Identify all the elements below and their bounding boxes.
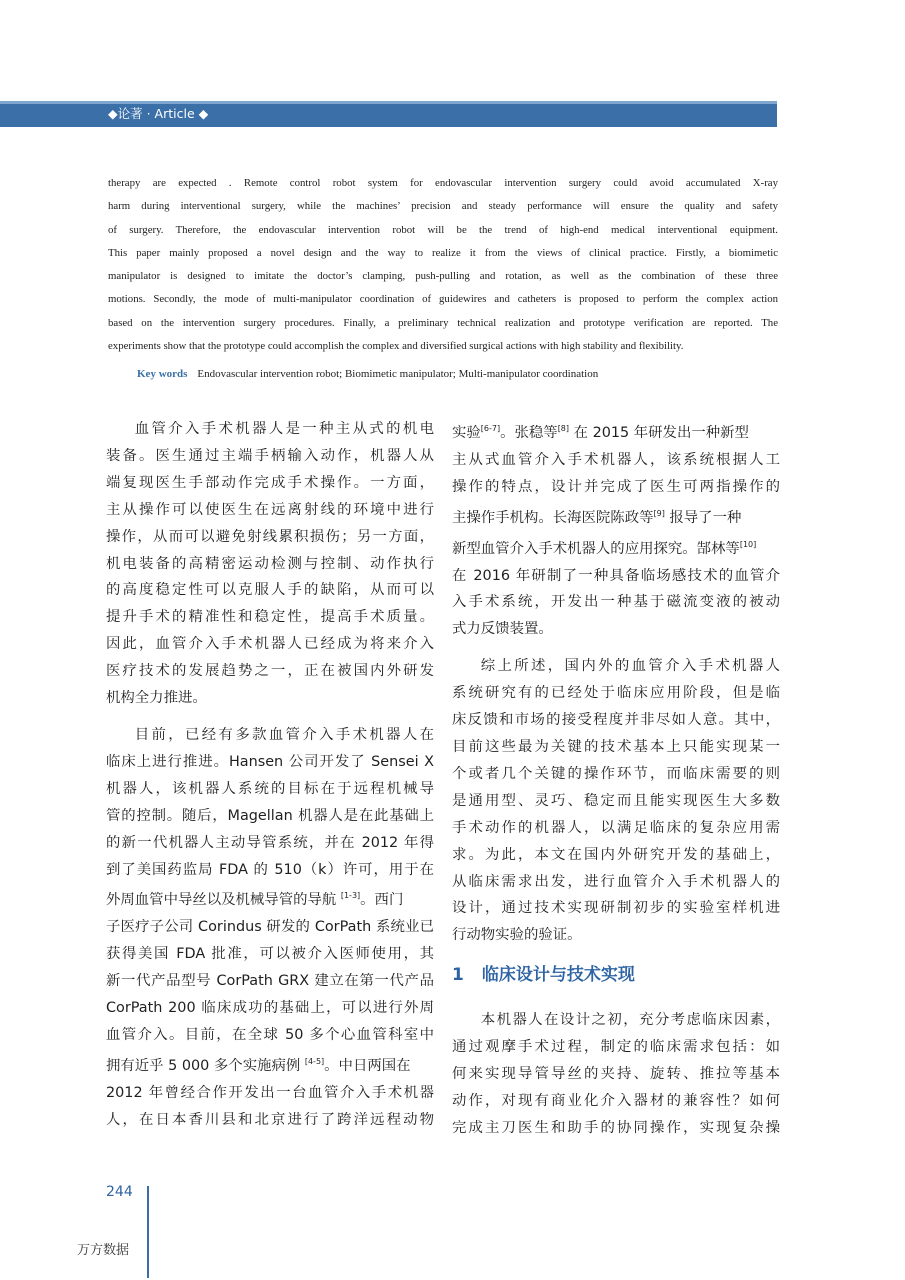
paragraph-line: 临床上进行推进。Hansen 公司开发了 Sensei X — [106, 753, 434, 770]
paragraph-line: 操作，从而可以避免射线累积损伤；另一方面， — [106, 528, 434, 545]
paragraph-line: 机器人，该机器人系统的目标在于远程机械导 — [106, 780, 434, 797]
paragraph-line: 通过观摩手术过程，制定的临床需求包括：如 — [452, 1039, 780, 1056]
keywords-text: Endovascular intervention robot; Biomimetic manipulator; Multi-manipulator coordination — [197, 368, 599, 380]
citation[interactable]: [10] — [739, 539, 757, 549]
abstract-line: This paper mainly proposed a novel design and the way to realize it from the views of clinical practice. Firstly, a biomimetic — [108, 246, 778, 259]
abstract-line: harm during interventional surgery, while the machines’ precision and steady performance will ensure the quality and safety — [108, 200, 778, 213]
text-run: 外周血管中导丝以及机械导管的导航 — [106, 892, 337, 909]
text-run: 。西门 — [360, 892, 404, 909]
text-run: 。张稳等 — [500, 425, 558, 441]
footer-divider — [147, 1186, 149, 1278]
paragraph-line: 设计，通过技术实现研制初步的实验室样机进 — [452, 900, 780, 917]
paragraph-line: 行动物实验的验证。 — [452, 927, 582, 944]
abstract-line: of surgery. Therefore, the endovascular intervention robot will be the trend of high-end medical interventional equipment. — [108, 223, 778, 236]
abstract-line: manipulator is designed to imitate the doctor’s clamping, push-pulling and rotation, as well as the combination of these three — [108, 270, 778, 283]
keywords — [137, 365, 598, 383]
paragraph-line: 装备。医生通过主端手柄输入动作，机器人从 — [106, 447, 434, 464]
abstract-line: based on the intervention surgery procedures. Finally, a preliminary technical realization and prototype verification are reported. The — [108, 316, 778, 329]
citation[interactable]: [4-5] — [304, 1056, 325, 1066]
text-run: 在 2015 年研发出一种新型 — [569, 425, 749, 441]
paragraph-line: 目前这些最为关键的技术基本上只能实现某一 — [452, 738, 780, 755]
text-run: 拥有近乎 5 000 多个实施病例 — [106, 1057, 301, 1074]
paragraph-line — [106, 883, 434, 914]
paragraph-line: 新一代产品型号 CorPath GRX 建立在第一代产品 — [106, 973, 434, 990]
text-run: 主操作手机构。长海医院陈政等 — [452, 509, 654, 526]
citation[interactable]: [6-7] — [480, 424, 501, 433]
paragraph-line: 管的控制。随后，Magellan 机器人是在此基础上 — [106, 807, 434, 824]
paragraph-line: 个或者几个关键的操作环节，而临床需要的则 — [452, 765, 780, 782]
section-heading — [452, 957, 780, 993]
paragraph-line: 到了美国药监局 FDA 的 510（k）许可，用于在 — [106, 861, 434, 878]
keywords-label: Key words — [137, 368, 188, 380]
paragraph-line: 式力反馈装置。 — [452, 621, 553, 638]
paragraph-line: 提升手术的精准性和稳定性，提高手术质量。 — [106, 609, 434, 626]
paragraph-line: 目前，已经有多款血管介入手术机器人在 — [134, 726, 434, 743]
page-number: 244 — [106, 1184, 133, 1200]
paragraph-line: 获得美国 FDA 批准，可以被介入医师使用，其 — [106, 946, 434, 963]
paragraph-line: 在 2016 年研制了一种具备临场感技术的血管介 — [452, 567, 780, 584]
paragraph-line: 是通用型、灵巧、稳定而且能实现医生大多数 — [452, 792, 780, 809]
paragraph-line: 系统研究有的已经处于临床应用阶段，但是临 — [452, 685, 780, 702]
paragraph-line: 操作的特点，设计并完成了医生可两指操作的 — [452, 478, 780, 495]
abstract-line: experiments show that the prototype could accomplish the complex and diversified surgical actions with high stability and flexibility. — [108, 340, 684, 353]
abstract — [108, 172, 778, 358]
paragraph-line: 子医疗子公司 Corindus 研发的 CorPath 系统业已 — [106, 919, 434, 936]
section-title: 临床设计与技术实现 — [481, 965, 635, 986]
abstract-line: therapy are expected . Remote control robot system for endovascular intervention surgery could avoid accumulated X-ray — [108, 177, 778, 189]
paragraph-line: 的高度稳定性可以克服人手的缺陷，从而可以 — [106, 582, 434, 599]
paragraph-line: 因此，血管介入手术机器人已经成为将来介入 — [106, 636, 434, 653]
paragraph-line: 主从操作可以使医生在远离射线的环境中进行 — [106, 501, 434, 518]
text-run: 。中日两国在 — [324, 1057, 411, 1074]
paragraph-line: 入手术系统，开发出一种基于磁流变液的被动 — [452, 594, 780, 611]
paragraph-line: 本机器人在设计之初，充分考虑临床因素， — [480, 1012, 780, 1029]
citation[interactable]: [1-3] — [340, 891, 361, 901]
text-run: 新型血管介入手术机器人的应用探究。郜林等 — [452, 540, 740, 557]
paragraph-line — [452, 532, 780, 563]
citation[interactable]: [8] — [557, 424, 570, 433]
paragraph-line: 手术动作的机器人，以满足临床的复杂应用需 — [452, 819, 780, 836]
paragraph-line: 床反馈和市场的接受程度并非尽如人意。其中， — [452, 712, 780, 729]
section-label: ◆论著 · Article ◆ — [108, 106, 209, 121]
paragraph-line: 综上所述，国内外的血管介入手术机器人 — [480, 658, 780, 675]
paragraph-line — [452, 416, 780, 447]
paragraph-line: 动作，对现有商业化介入器材的兼容性？如何 — [452, 1092, 780, 1109]
left-column — [106, 416, 434, 1134]
paragraph-line: 机构全力推进。 — [106, 690, 207, 707]
section-number: 1 — [452, 965, 464, 986]
paragraph-line: 人，在日本香川县和北京进行了跨洋远程动物 — [106, 1111, 434, 1128]
text-run: 实验 — [452, 425, 481, 441]
paragraph-line: 2012 年曾经合作开发出一台血管介入手术机器 — [106, 1084, 434, 1101]
paragraph-line: 端复现医生手部动作完成手术操作。一方面， — [106, 474, 434, 491]
paragraph-line: 从临床需求出发，进行血管介入手术机器人的 — [452, 873, 780, 890]
paragraph-line: 血管介入手术机器人是一种主从式的机电 — [134, 421, 434, 437]
paragraph-line — [452, 501, 780, 532]
abstract-line: motions. Secondly, the mode of multi-manipulator coordination of guidewires and catheters is proposed to perform the complex action — [108, 293, 778, 306]
paragraph-line: 的新一代机器人主动导管系统，并在 2012 年得 — [106, 834, 434, 851]
paragraph-line: 机电装备的高精密运动检测与控制、动作执行 — [106, 555, 434, 572]
paragraph-line: 完成主刀医生和助手的协同操作，实现复杂操 — [452, 1119, 780, 1136]
text-run: 报导了一种 — [664, 509, 742, 526]
citation[interactable]: [9] — [653, 508, 665, 518]
paragraph-line: 医疗技术的发展趋势之一，正在被国内外研发 — [106, 663, 434, 680]
paragraph-line — [106, 1049, 434, 1080]
paragraph-line: 血管介入。目前，在全球 50 多个心血管科室中 — [106, 1026, 434, 1043]
paragraph-line: 何来实现导管导丝的夹持、旋转、推拉等基本 — [452, 1066, 780, 1083]
watermark: 万方数据 — [77, 1243, 130, 1258]
paragraph-line: CorPath 200 临床成功的基础上，可以进行外周 — [106, 1000, 434, 1017]
right-column — [452, 416, 780, 1142]
paragraph-line: 主从式血管介入手术机器人，该系统根据人工 — [452, 451, 780, 468]
paragraph-line: 求。为此，本文在国内外研究开发的基础上， — [452, 846, 780, 863]
